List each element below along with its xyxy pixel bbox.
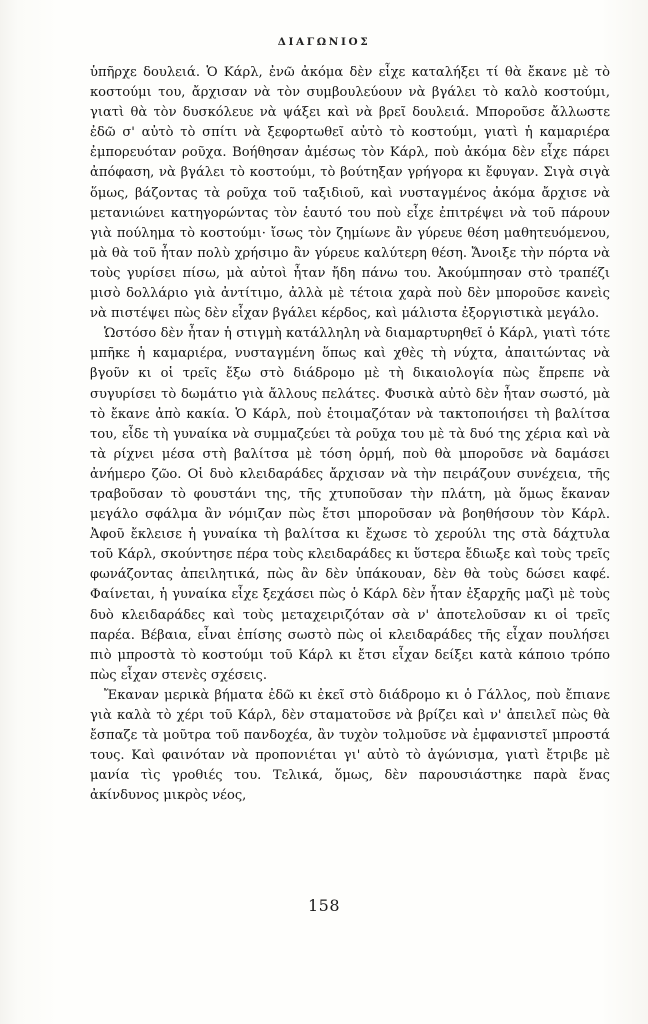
paragraph-continued: ὑπῆρχε δουλειά. Ὁ Κάρλ, ἐνῶ ἀκόμα δὲν εἶχε καταλήξει τί θὰ ἔκανε μὲ τὸ κοστούμι του, ἄρχισαν νὰ τὸν συμβουλεύουν νὰ βγάλει τὸ καλὸ κοστούμι, γιατὶ θὰ τὸν δυσκόλευε νὰ ψάξει καὶ νὰ βρεῖ δουλειά. Μποροῦσε ἄλλωστε ἐδῶ σ' αὐτὸ τὸ σπίτι νὰ ξεφορτωθεῖ αὐτὸ τὸ κοστούμι, γιατὶ ἡ καμαριέρα ἐμπορευόταν ροῦχα. Βοήθησαν ἀμέσως τὸν Κάρλ, ποὺ ἀκόμα δὲν εἶχε πάρει ἀπόφαση, νὰ βγάλει τὸ κοστούμι, τὸ βούτηξαν γρήγορα κι ἔφυγαν. Σιγὰ σιγὰ ὅμως, βάζοντας τὰ ροῦχα τοῦ ταξιδιοῦ, καὶ νυσταγμένος ἀκόμα ἄρχισε νὰ μετανιώνει κατηγορώντας τὸν ἑαυτό του ποὺ εἶχε ἐπιτρέψει νὰ τοῦ πάρουν γιὰ πούλημα τὸ κοστούμι· ἴσως τὸν ζημίωνε ἂν γύρευε θέση μαθητευόμενου, μὰ θὰ τοῦ ἦταν πολὺ χρήσιμο ἂν γύρευε καλύτερη θέση. Ἄνοιξε τὴν πόρτα νὰ τοὺς γυρίσει πίσω, μὰ αὐτοὶ ἦταν ἤδη πάνω του. Ἀκούμπησαν στὸ τραπέζι μισὸ δολλάριο γιὰ ἀντίτιμο, ἀλλὰ μὲ τέτοια χαρὰ ποὺ δὲν μποροῦσε κανεὶς νὰ πιστέψει πὼς δὲν εἶχαν βγάλει κέρδος, καὶ μάλιστα ἐξοργιστικὰ μεγάλο. (90, 65, 610, 322)
paragraph: Ἔκαναν μερικὰ βήματα ἐδῶ κι ἐκεῖ στὸ διάδρομο κι ὁ Γάλλος, ποὺ ἔπιανε γιὰ καλὰ τὸ χέρι τοῦ Κάρλ, δὲν σταματοῦσε νὰ βρίζει καὶ ν' ἀπειλεῖ πὼς θὰ ἔσπαζε τὰ μοῦτρα τοῦ πανδοχέα, ἂν τυχὸν τολμοῦσε νὰ ἐμφανιστεῖ μπροστά τους. Καὶ φαινόταν νὰ προπονιέται γι' αὐτὸ τὸ ἀγώνισμα, γιατὶ ἔτριβε μὲ μανία τὶς γροθιές του. Τελικά, ὅμως, δὲν παρουσιάστηκε παρὰ ἕνας ἀκίνδυνος μικρὸς νέος, (90, 687, 610, 804)
page-number: 158 (307, 896, 341, 915)
running-head: ΔΙΑΓΩΝΙΟΣ (277, 36, 371, 48)
paragraph: Ὡστόσο δὲν ἦταν ἡ στιγμὴ κατάλληλη νὰ διαμαρτυρηθεῖ ὁ Κάρλ, γιατὶ τότε μπῆκε ἡ καμαριέρα, νυσταγμένη ὅπως καὶ χθὲς τὴ νύχτα, ἀπαιτώντας νὰ βγοῦν κι οἱ τρεῖς ἔξω στὸ διάδρομο μὲ τὴ δικαιολογία πὼς ἔπρεπε νὰ συγυρίσει τὸ δωμάτιο γιὰ ἄλλους πελάτες. Φυσικὰ αὐτὸ δὲν ἦταν σωστό, μὰ τὸ ἔκανε ἀπὸ κακία. Ὁ Κάρλ, ποὺ ἑτοιμαζόταν νὰ τακτοποιήσει τὴ βαλίτσα του, εἶδε τὴ γυναίκα νὰ συμμαζεύει τὰ ροῦχα του μὲ τὰ δυό της χέρια καὶ νὰ τὰ ρίχνει μέσα στὴ βαλίτσα μὲ τόση ὁρμή, ποὺ θὰ μποροῦσε νὰ δαμάσει ἀνήμερο ζῶο. Οἱ δυὸ κλειδαράδες ἄρχισαν νὰ τὴν πειράζουν συνέχεια, τῆς τραβοῦσαν τὸ φουστάνι της, τῆς χτυποῦσαν τὴν πλάτη, μὰ ὅμως ἔκαναν μεγάλο σφάλμα ἂν νόμιζαν πὼς ἔτσι μποροῦσαν νὰ βοηθήσουν τὸν Κάρλ. Ἀφοῦ ἔκλεισε ἡ γυναίκα τὴ βαλίτσα κι ἔχωσε τὸ χερούλι της στὰ δάχτυλα τοῦ Κάρλ, σκούντησε πέρα τοὺς κλειδαράδες κι ὕστερα ἔδιωξε καὶ τοὺς τρεῖς φωνάζοντας ἀπειλητικά, πὼς ἂν δὲν ὑπάκουαν, δὲν θὰ τοὺς δώσει καφέ. Φαίνεται, ἡ γυναίκα εἶχε ξεχάσει πὼς ὁ Κάρλ δὲν ἦταν ἐξαρχῆς μαζὶ μὲ τοὺς δυὸ κλειδαράδες καὶ τοὺς μεταχειριζόταν σὰ ν' ἀποτελοῦσαν κι οἱ τρεῖς παρέα. Βέβαια, εἶναι ἐπίσης σωστὸ πὼς οἱ κλειδαράδες τῆς εἶχαν πουλήσει πιὸ μπροστὰ τὸ κοστούμι τοῦ Κάρλ κι ἔτσι εἶχαν δείξει κατὰ κάποιο τρόπο πὼς εἶχαν στενὲς σχέσεις. (90, 326, 610, 683)
body-text (90, 63, 610, 806)
